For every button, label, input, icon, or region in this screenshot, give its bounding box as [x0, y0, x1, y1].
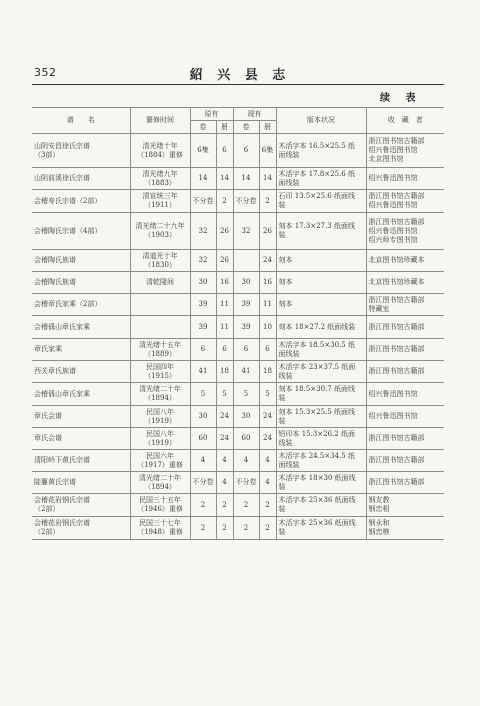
- holder-cell-line: 绍兴鲁迅图书馆: [368, 389, 418, 398]
- edition-cell-line: 铅印本 15.3×26.2 纸面: [278, 429, 355, 438]
- original-ce-cell: 24: [216, 428, 233, 450]
- holder-cell-line: 北京图书馆: [368, 155, 404, 163]
- holder-cell-line: 钢忠樵: [368, 528, 390, 536]
- name-cell-line: （2部）: [34, 505, 60, 513]
- time-cell-line: 民国四年: [146, 362, 174, 371]
- time-cell-line: 清道光十年: [142, 251, 178, 260]
- edition-cell: [276, 339, 366, 361]
- time-cell-line: 民国八年: [146, 429, 174, 438]
- edition-cell-line: 面线装: [278, 150, 300, 159]
- current-juan-cell: 2: [233, 517, 259, 540]
- original-juan-cell: 30: [190, 272, 216, 294]
- name-cell: [32, 272, 130, 294]
- edition-cell-line: 装: [278, 394, 286, 402]
- holder-cell: [366, 339, 444, 361]
- time-cell-line: （1894）: [144, 482, 176, 491]
- holder-cell-line: 北京图书馆珍藏本: [368, 278, 425, 286]
- current-juan-cell: 32: [233, 213, 259, 250]
- original-juan-cell: 41: [190, 361, 216, 383]
- current-ce-cell: 4: [259, 450, 276, 472]
- holder-cell-line: 浙江图书馆古籍部: [368, 295, 425, 304]
- name-cell: [32, 494, 130, 517]
- time-cell-line: （1903）: [144, 231, 176, 239]
- name-cell-line: 会稽偁山章氏家乘: [34, 389, 90, 398]
- edition-cell-line: 装: [278, 505, 286, 513]
- time-cell-line: 清乾隆间: [146, 278, 174, 286]
- edition-cell-line: 装: [278, 201, 286, 209]
- holder-cell-line: 钢忠相: [368, 505, 390, 513]
- time-cell: [130, 316, 190, 339]
- name-cell-line: 会稽寿氏宗谱（2部）: [34, 196, 102, 205]
- holder-cell-line: 特藏室: [368, 304, 390, 313]
- edition-cell: [276, 134, 366, 168]
- table-row: [32, 190, 444, 213]
- time-cell: [130, 494, 190, 517]
- time-cell-line: （1889）: [144, 349, 176, 358]
- edition-cell-line: 装: [278, 231, 286, 239]
- genealogy-table: [32, 107, 444, 540]
- col-header-current: 现有: [233, 108, 276, 121]
- original-juan-cell: 60: [190, 428, 216, 450]
- current-ce-cell: 18: [259, 361, 276, 383]
- time-cell: [130, 406, 190, 428]
- current-ce-cell: 6: [259, 339, 276, 361]
- edition-cell: [276, 213, 366, 250]
- original-ce-cell: 4: [216, 450, 233, 472]
- time-cell-line: 清光绪二十年: [139, 385, 181, 393]
- edition-cell: [276, 517, 366, 540]
- name-cell-line: 西关章氏族谱: [34, 367, 76, 375]
- holder-cell: [366, 250, 444, 272]
- name-cell-line: （3部）: [34, 150, 60, 159]
- table-row: [32, 294, 444, 316]
- table-row: [32, 250, 444, 272]
- edition-cell: [276, 272, 366, 294]
- original-ce-cell: 14: [216, 168, 233, 190]
- original-juan-cell: 不分卷: [190, 472, 216, 494]
- holder-cell-line: 钢永和: [368, 519, 390, 527]
- current-juan-cell: 不分卷: [233, 472, 259, 494]
- time-cell-line: 民国三十五年: [139, 496, 181, 504]
- time-cell: [130, 250, 190, 272]
- original-juan-cell: 32: [190, 213, 216, 250]
- edition-cell-line: 刻本 17.3×27.3 纸面线: [278, 222, 355, 230]
- original-ce-cell: 18: [216, 361, 233, 383]
- edition-cell: [276, 250, 366, 272]
- edition-cell-line: 刻本 15.3×25.5 纸面线: [278, 407, 355, 416]
- col-header-original: 原有: [190, 108, 233, 121]
- holder-cell: [366, 406, 444, 428]
- holder-cell: [366, 450, 444, 472]
- name-cell-line: （2部）: [34, 528, 60, 536]
- original-ce-cell: 2: [216, 190, 233, 213]
- table-row: [32, 272, 444, 294]
- edition-cell-line: 装: [278, 482, 286, 491]
- name-cell-line: 会稽花岩钢氏宗谱: [34, 519, 90, 527]
- holder-cell: [366, 168, 444, 190]
- name-cell: [32, 517, 130, 540]
- original-juan-cell: 6集: [190, 134, 216, 168]
- holder-cell-line: 浙江图书馆古籍部: [368, 217, 425, 226]
- holder-cell: [366, 134, 444, 168]
- table-row: [32, 134, 444, 168]
- edition-cell: [276, 168, 366, 190]
- edition-cell-line: 石印 13.5×25.6 纸面线: [278, 192, 355, 200]
- current-ce-cell: 14: [259, 168, 276, 190]
- original-ce-cell: 11: [216, 316, 233, 339]
- edition-cell: [276, 190, 366, 213]
- current-ce-cell: 10: [259, 316, 276, 339]
- current-ce-cell: 6集: [259, 134, 276, 168]
- current-juan-cell: 39: [233, 316, 259, 339]
- holder-cell-line: 钢友教: [368, 496, 390, 504]
- time-cell-line: （1883）: [144, 178, 176, 187]
- header-rule: [32, 84, 444, 85]
- original-ce-cell: 6: [216, 339, 233, 361]
- original-ce-cell: 2: [216, 517, 233, 540]
- edition-cell: [276, 450, 366, 472]
- name-cell-line: 会稽陶氏宗谱（4部）: [34, 226, 102, 235]
- original-juan-cell: 32: [190, 250, 216, 272]
- edition-cell: [276, 472, 366, 494]
- original-juan-cell: 5: [190, 383, 216, 406]
- original-juan-cell: 不分卷: [190, 190, 216, 213]
- edition-cell: [276, 316, 366, 339]
- original-ce-cell: 16: [216, 272, 233, 294]
- name-cell-line: 章氏会谱: [34, 434, 62, 442]
- name-cell: [32, 190, 130, 213]
- current-juan-cell: [233, 250, 259, 272]
- current-ce-cell: 5: [259, 383, 276, 406]
- table-row: [32, 213, 444, 250]
- continued-label: 续 表: [380, 93, 422, 104]
- time-cell: [130, 339, 190, 361]
- original-ce-cell: 11: [216, 294, 233, 316]
- table-body: [32, 134, 444, 540]
- current-juan-cell: 2: [233, 494, 259, 517]
- holder-cell-line: 北京图书馆珍藏本: [368, 256, 425, 264]
- time-cell: [130, 361, 190, 383]
- time-cell: [130, 472, 190, 494]
- original-juan-cell: 2: [190, 494, 216, 517]
- holder-cell-line: 绍兴鲁迅图书馆: [368, 146, 418, 154]
- current-ce-cell: 4: [259, 472, 276, 494]
- holder-cell: [366, 428, 444, 450]
- time-cell-line: （1915）: [144, 371, 176, 380]
- time-cell-line: （1946）重修: [137, 505, 183, 513]
- name-cell-line: 会稽花岩钢氏宗谱: [34, 496, 90, 504]
- holder-cell-line: 浙江图书馆古籍部: [368, 137, 425, 145]
- current-juan-cell: 5: [233, 383, 259, 406]
- edition-cell: [276, 406, 366, 428]
- name-cell: [32, 428, 130, 450]
- time-cell: [130, 383, 190, 406]
- current-ce-cell: 26: [259, 213, 276, 250]
- holder-cell-line: 浙江图书馆古籍部: [368, 478, 425, 486]
- current-juan-cell: 不分卷: [233, 190, 259, 213]
- time-cell-line: 清光绪二十九年: [135, 222, 185, 230]
- name-cell-line: 会稽陶氏族谱: [34, 278, 76, 286]
- holder-cell-line: 浙江图书馆古籍部: [368, 192, 425, 200]
- current-ce-cell: 2: [259, 517, 276, 540]
- edition-cell-line: 刻本 18×27.2 纸面线装: [278, 322, 356, 331]
- time-cell-line: （1911）: [144, 201, 176, 209]
- edition-cell-line: 刻本: [278, 278, 293, 286]
- table-row: [32, 472, 444, 494]
- edition-cell: [276, 494, 366, 517]
- time-cell-line: （1830）: [144, 260, 176, 269]
- original-ce-cell: 5: [216, 383, 233, 406]
- time-cell: [130, 213, 190, 250]
- holder-cell-line: 浙江图书馆古籍部: [368, 456, 425, 464]
- name-cell-line: 山阴前溪徐氏宗谱: [34, 174, 90, 182]
- holder-cell: [366, 294, 444, 316]
- original-juan-cell: 4: [190, 450, 216, 472]
- name-cell-line: 会稽陶氏族谱: [34, 256, 76, 264]
- name-cell-line: 山阴安昌徐氏宗谱: [34, 141, 90, 150]
- col-header-current-juan: 卷: [233, 121, 259, 134]
- holder-cell-line: 绍兴鲁迅图书馆: [368, 412, 418, 420]
- table-row: [32, 316, 444, 339]
- holder-cell: [366, 494, 444, 517]
- time-cell: [130, 517, 190, 540]
- name-cell: [32, 213, 130, 250]
- name-cell-line: 章氏会谱: [34, 412, 62, 420]
- time-cell-line: （1919）: [144, 438, 176, 447]
- time-cell-line: 清光绪九年: [142, 169, 178, 178]
- col-header-name: 谱 名: [32, 108, 130, 134]
- holder-cell-line: 浙江图书馆古籍部: [368, 322, 425, 331]
- col-header-edition: 版本状况: [276, 108, 366, 134]
- name-cell-line: 会稽偁山章氏家乘: [34, 322, 90, 331]
- time-cell-line: （1884）重修: [137, 150, 183, 159]
- name-cell: [32, 472, 130, 494]
- current-juan-cell: 41: [233, 361, 259, 383]
- original-ce-cell: 4: [216, 472, 233, 494]
- original-juan-cell: 30: [190, 406, 216, 428]
- time-cell-line: （1894）: [144, 394, 176, 402]
- edition-cell-line: 线装: [278, 371, 293, 380]
- edition-cell-line: 木活字本 25×36 纸面线: [278, 519, 356, 527]
- table-row: [32, 383, 444, 406]
- holder-cell-line: 绍兴鲁迅图书馆: [368, 201, 418, 209]
- time-cell-line: （1919）: [144, 416, 176, 425]
- current-ce-cell: 24: [259, 250, 276, 272]
- edition-cell-line: 木活字本 24.5×34.5 纸: [278, 451, 355, 460]
- original-ce-cell: 26: [216, 250, 233, 272]
- edition-cell-line: 线装: [278, 438, 293, 447]
- edition-cell-line: 木活字本 23×37.5 纸面: [278, 362, 356, 371]
- name-cell: [32, 168, 130, 190]
- current-juan-cell: 30: [233, 406, 259, 428]
- table-row: [32, 339, 444, 361]
- holder-cell: [366, 272, 444, 294]
- original-juan-cell: 14: [190, 168, 216, 190]
- time-cell-line: 清光绪二十年: [139, 473, 181, 482]
- original-ce-cell: 26: [216, 213, 233, 250]
- table-row: [32, 450, 444, 472]
- edition-cell: [276, 294, 366, 316]
- holder-cell-line: 绍兴鲁迅图书馆: [368, 174, 418, 182]
- name-cell: [32, 250, 130, 272]
- col-header-holder: 收 藏 者: [366, 108, 444, 134]
- table-row: [32, 428, 444, 450]
- edition-cell-line: 木活字本 18×30 纸面线: [278, 473, 356, 482]
- original-juan-cell: 2: [190, 517, 216, 540]
- original-juan-cell: 39: [190, 294, 216, 316]
- name-cell: [32, 294, 130, 316]
- table-row: [32, 168, 444, 190]
- col-header-current-ce: 册: [259, 121, 276, 134]
- current-juan-cell: 4: [233, 450, 259, 472]
- current-ce-cell: 2: [259, 190, 276, 213]
- edition-cell-line: 木活字本 16.5×25.5 纸: [278, 141, 355, 150]
- current-juan-cell: 6: [233, 339, 259, 361]
- holder-cell-line: 浙江图书馆古籍部: [368, 367, 425, 375]
- edition-cell-line: 装: [278, 416, 286, 425]
- time-cell-line: 清宣统三年: [142, 192, 178, 200]
- current-ce-cell: 11: [259, 294, 276, 316]
- name-cell: [32, 361, 130, 383]
- holder-cell-line: 绍兴师专图书馆: [368, 235, 418, 244]
- time-cell-line: 清光绪十年: [142, 141, 178, 150]
- holder-cell: [366, 316, 444, 339]
- time-cell: [130, 190, 190, 213]
- name-cell: [32, 406, 130, 428]
- time-cell-line: 清光绪十五年: [139, 340, 181, 349]
- time-cell-line: （1948）重修: [137, 528, 183, 536]
- book-title: 紹 兴 县 志: [189, 68, 291, 83]
- time-cell: [130, 294, 190, 316]
- time-cell: [130, 272, 190, 294]
- current-juan-cell: 60: [233, 428, 259, 450]
- name-cell: [32, 450, 130, 472]
- time-cell-line: 民国六年: [146, 451, 174, 460]
- edition-cell-line: 面线装: [278, 178, 300, 187]
- original-juan-cell: 39: [190, 316, 216, 339]
- holder-cell: [366, 361, 444, 383]
- table-row: [32, 361, 444, 383]
- table-row: [32, 406, 444, 428]
- holder-cell: [366, 213, 444, 250]
- name-cell-line: 章氏家乘: [34, 345, 62, 353]
- col-header-time: 纂修时间: [130, 108, 190, 134]
- current-juan-cell: 30: [233, 272, 259, 294]
- holder-cell-line: 绍兴鲁迅图书馆: [368, 226, 418, 235]
- time-cell-line: 民国三十七年: [139, 519, 181, 527]
- page-number: 352: [34, 66, 57, 79]
- table-row: [32, 517, 444, 540]
- current-juan-cell: 39: [233, 294, 259, 316]
- edition-cell-line: 面线装: [278, 349, 300, 358]
- edition-cell-line: 面线装: [278, 460, 300, 469]
- name-cell: [32, 383, 130, 406]
- name-cell-line: 陡亹黄氏宗谱: [34, 478, 76, 486]
- name-cell: [32, 339, 130, 361]
- holder-cell: [366, 517, 444, 540]
- col-header-original-juan: 卷: [190, 121, 216, 134]
- edition-cell-line: 刻本 18.5×30.7 纸面线: [278, 385, 355, 393]
- time-cell-line: 民国八年: [146, 407, 174, 416]
- edition-cell-line: 木活字本 17.8×25.6 纸: [278, 169, 355, 178]
- time-cell: [130, 168, 190, 190]
- edition-cell-line: 木活字本 25×36 纸面线: [278, 496, 356, 504]
- current-ce-cell: 24: [259, 406, 276, 428]
- current-juan-cell: 14: [233, 168, 259, 190]
- original-ce-cell: 2: [216, 494, 233, 517]
- original-juan-cell: 6: [190, 339, 216, 361]
- current-juan-cell: 6: [233, 134, 259, 168]
- col-header-original-ce: 册: [216, 121, 233, 134]
- time-cell: [130, 134, 190, 168]
- name-cell: [32, 316, 130, 339]
- holder-cell: [366, 383, 444, 406]
- holder-cell-line: 浙江图书馆古籍部: [368, 345, 425, 353]
- current-ce-cell: 2: [259, 494, 276, 517]
- edition-cell-line: 装: [278, 528, 286, 536]
- original-ce-cell: 24: [216, 406, 233, 428]
- name-cell: [32, 134, 130, 168]
- name-cell-line: 会稽章氏家乘（2部）: [34, 300, 102, 308]
- edition-cell-line: 刻本: [278, 256, 293, 264]
- edition-cell: [276, 428, 366, 450]
- edition-cell: [276, 361, 366, 383]
- original-ce-cell: 6: [216, 134, 233, 168]
- edition-cell: [276, 383, 366, 406]
- holder-cell: [366, 190, 444, 213]
- time-cell-line: （1917）重修: [137, 460, 183, 469]
- edition-cell-line: 木活字本 18.5×30.5 纸: [278, 340, 355, 349]
- holder-cell: [366, 472, 444, 494]
- name-cell-line: 清阳岭下黄氏宗谱: [34, 456, 90, 464]
- table-row: [32, 494, 444, 517]
- time-cell: [130, 450, 190, 472]
- edition-cell-line: 刻本: [278, 300, 293, 308]
- time-cell: [130, 428, 190, 450]
- holder-cell-line: 浙江图书馆古籍部: [368, 434, 425, 442]
- current-ce-cell: 24: [259, 428, 276, 450]
- current-ce-cell: 16: [259, 272, 276, 294]
